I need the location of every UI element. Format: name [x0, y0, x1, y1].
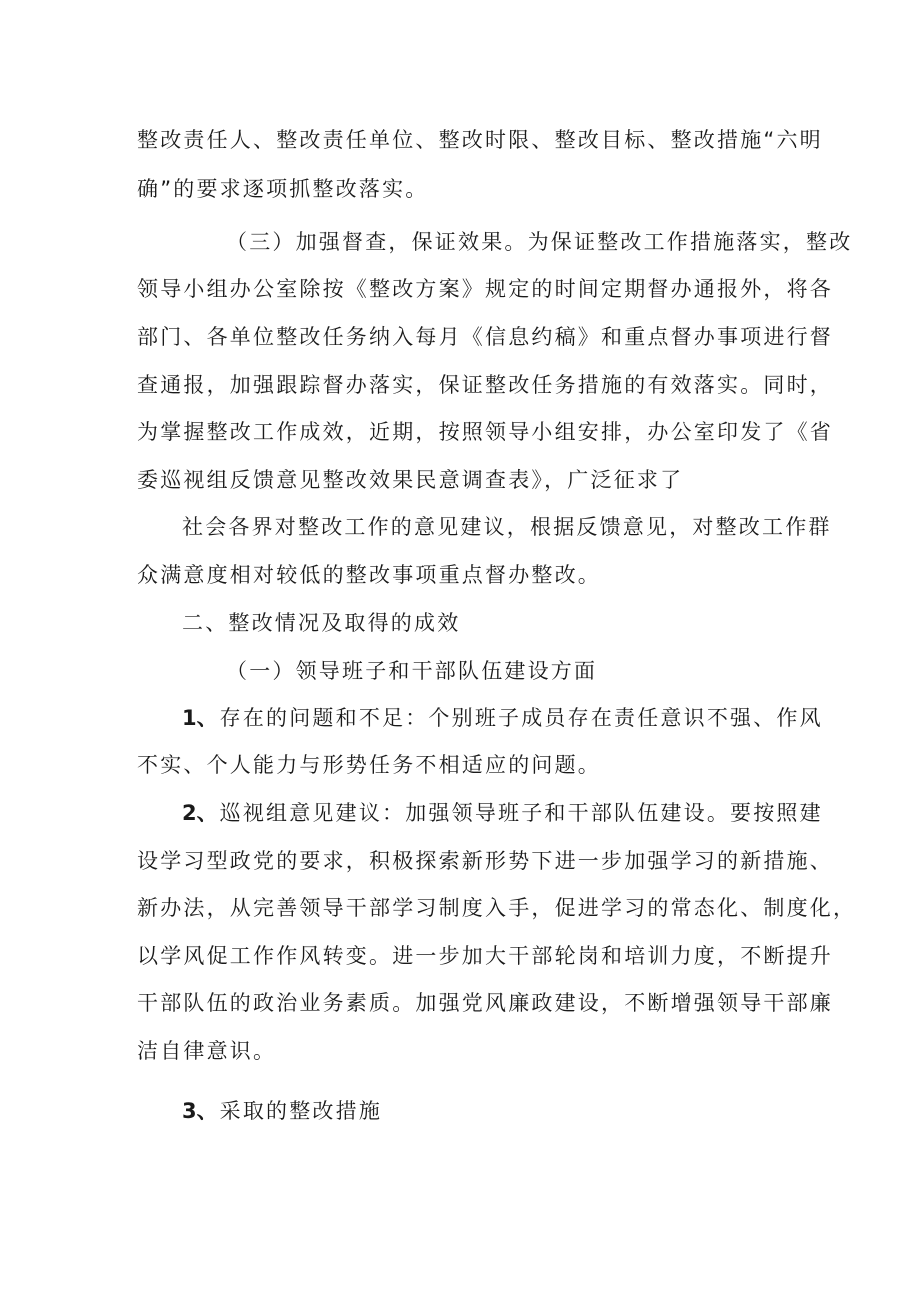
paragraph-line-16: 设学习型政党的要求，积极探索新形势下进一步加强学习的新措施、 — [137, 849, 833, 873]
item-2-line — [182, 798, 842, 828]
section-three-heading-line: （三）加强督查，保证效果。为保证整改工作措施落实，整改 — [226, 230, 853, 254]
item-1-text: 存在的问题和不足：个别班子成员存在责任意识不强、作风 — [219, 706, 823, 730]
paragraph-line-5: 部门、各单位整改任务纳入每月《信息约稿》和重点督办事项进行督 — [137, 325, 833, 349]
paragraph-line-18: 以学风促工作作风转变。进一步加大干部轮岗和培训力度，不断提升 — [137, 944, 833, 968]
paragraph-line-19: 干部队伍的政治业务素质。加强党风廉政建设，不断增强领导干部廉 — [137, 991, 833, 1015]
item-1-line — [182, 703, 842, 733]
paragraph-line-14: 不实、个人能力与形势任务不相适应的问题。 — [137, 753, 601, 777]
paragraph-line-7: 为掌握整改工作成效，近期，按照领导小组安排，办公室印发了《省 — [137, 420, 833, 444]
item-2-number: 2、 — [182, 801, 218, 825]
paragraph-line-6: 查通报，加强跟踪督办落实，保证整改任务措施的有效落实。同时， — [137, 373, 833, 397]
paragraph-line-10: 众满意度相对较低的整改事项重点督办整改。 — [137, 563, 601, 587]
item-1-number: 1、 — [182, 706, 218, 730]
paragraph-line-2: 确”的要求逐项抓整改落实。 — [137, 177, 429, 201]
paragraph-line-9: 社会各界对整改工作的意见建议，根据反馈意见，对整改工作群 — [182, 515, 832, 539]
paragraph-line-1: 整改责任人、整改责任单位、整改时限、整改目标、整改措施“六明 — [137, 128, 823, 152]
item-3-text: 采取的整改措施 — [219, 1099, 383, 1123]
item-2-text: 巡视组意见建议：加强领导班子和干部队伍建设。要按照建 — [219, 801, 823, 825]
subsection-one-heading: （一）领导班子和干部队伍建设方面 — [226, 659, 598, 683]
item-3-line — [182, 1096, 842, 1126]
section-two-heading: 二、整改情况及取得的成效 — [182, 611, 461, 635]
item-3-number: 3、 — [182, 1099, 218, 1123]
paragraph-line-8: 委巡视组反馈意见整改效果民意调查表》，广泛征求了 — [137, 468, 684, 492]
paragraph-line-4: 领导小组办公室除按《整改方案》规定的时间定期督办通报外，将各 — [137, 277, 833, 301]
paragraph-line-17: 新办法，从完善领导干部学习制度入手，促进学习的常态化、制度化， — [137, 896, 857, 920]
paragraph-line-20: 洁自律意识。 — [137, 1039, 277, 1063]
